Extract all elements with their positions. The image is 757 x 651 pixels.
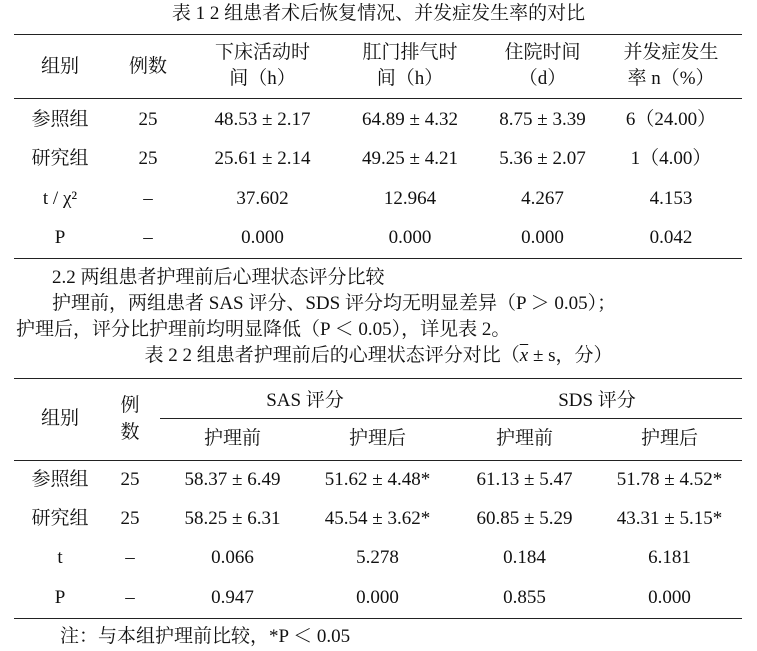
section-paragraph-line-2: 护理后，评分比护理前均明显降低（P ＜ 0.05），详见表 2。 bbox=[16, 319, 511, 340]
table1-cell-mobilization: 25.61 ± 2.14 bbox=[214, 148, 311, 169]
table1-cell-flatus: 0.000 bbox=[388, 227, 432, 248]
table2-cell-group: P bbox=[54, 587, 66, 608]
table1-header-flatus-2: 间（h） bbox=[376, 68, 444, 89]
table2-cell-sas-after: 5.278 bbox=[356, 547, 399, 568]
table1-cell-stay: 5.36 ± 2.07 bbox=[499, 148, 586, 169]
table2-cell-sds-after: 43.31 ± 5.15* bbox=[616, 508, 723, 529]
table2-cell-sds-after: 6.181 bbox=[648, 547, 691, 568]
table1-header-count: 例数 bbox=[128, 56, 167, 77]
table1-cell-complication: 1（4.00） bbox=[630, 148, 712, 169]
table2-cell-sas-before: 58.37 ± 6.49 bbox=[184, 469, 281, 490]
table2-cell-sas-before: 0.066 bbox=[211, 547, 254, 568]
table1-header-complication-1: 并发症发生 bbox=[623, 42, 719, 63]
table1-cell-group: 研究组 bbox=[31, 148, 89, 169]
section-paragraph-line-1: 护理前，两组患者 SAS 评分、SDS 评分均无明显差异（P ＞ 0.05）； bbox=[52, 293, 617, 314]
table2-cell-group: t bbox=[57, 547, 63, 568]
table1-header-group: 组别 bbox=[40, 56, 79, 77]
table1-header-flatus-1: 肛门排气时 bbox=[362, 42, 458, 63]
table1-cell-complication: 0.042 bbox=[649, 227, 693, 248]
table2-header-group: 组别 bbox=[40, 408, 79, 429]
table2-cell-count: – bbox=[125, 587, 135, 608]
table2-cell-group: 参照组 bbox=[31, 469, 89, 490]
table2-cell-sas-before: 0.947 bbox=[211, 587, 254, 608]
section-heading: 2.2 两组患者护理前后心理状态评分比较 bbox=[52, 267, 385, 288]
table1-cell-mobilization: 37.602 bbox=[236, 188, 289, 209]
table2-header-count-2: 数 bbox=[120, 422, 140, 443]
table2-top-rule bbox=[14, 378, 742, 379]
table2-cell-sds-before: 0.184 bbox=[503, 547, 546, 568]
table1-cell-group: P bbox=[54, 227, 66, 248]
table2-header-sas-before: 护理前 bbox=[203, 428, 261, 449]
table2-cell-sds-before: 0.855 bbox=[503, 587, 546, 608]
table1-cell-stay: 8.75 ± 3.39 bbox=[499, 109, 586, 130]
table1-cell-stay: 0.000 bbox=[521, 227, 564, 248]
table2-header-sds: SDS 评分 bbox=[558, 390, 636, 411]
table2-caption bbox=[0, 344, 757, 368]
table2-header-sas: SAS 评分 bbox=[266, 390, 344, 411]
table1-header-stay-2: （d） bbox=[518, 68, 567, 89]
table1-cell-flatus: 64.89 ± 4.32 bbox=[362, 109, 458, 130]
table2-bottom-rule bbox=[14, 618, 742, 619]
table2-note: 注：与本组护理前比较，*P ＜ 0.05 bbox=[60, 626, 351, 647]
table1-top-rule bbox=[14, 34, 742, 35]
table2-header-count-1: 例 bbox=[120, 395, 140, 416]
table1-cell-flatus: 12.964 bbox=[383, 188, 437, 209]
table2-header-sas-after: 护理后 bbox=[348, 428, 406, 449]
table2-cell-group: 研究组 bbox=[31, 508, 89, 529]
table1-cell-mobilization: 48.53 ± 2.17 bbox=[214, 109, 311, 130]
table1-header-stay-1: 住院时间 bbox=[504, 42, 581, 63]
table2-cell-sas-after: 45.54 ± 3.62* bbox=[324, 508, 431, 529]
table1-cell-count: 25 bbox=[138, 109, 158, 130]
table2-subheader-rule bbox=[160, 418, 742, 419]
table2-caption-suffix: ± s，分） bbox=[528, 345, 613, 366]
table2-cell-sds-before: 61.13 ± 5.47 bbox=[476, 469, 573, 490]
table1-header-complication-2: 率 n（%） bbox=[627, 68, 715, 89]
table2-header-sds-after: 护理后 bbox=[640, 428, 698, 449]
table2-cell-sds-before: 60.85 ± 5.29 bbox=[476, 508, 573, 529]
table1-header-mobilization-1: 下床活动时 bbox=[214, 42, 310, 63]
table2-cell-sas-before: 58.25 ± 6.31 bbox=[184, 508, 281, 529]
table2-header-rule bbox=[14, 460, 742, 461]
table1-cell-count: 25 bbox=[138, 148, 158, 169]
table1-cell-count: – bbox=[143, 188, 153, 209]
table2-caption-prefix: 表 2 2 组患者护理前后的心理状态评分对比（ bbox=[144, 345, 520, 366]
table2-cell-count: 25 bbox=[120, 469, 140, 490]
table2-cell-sds-after: 0.000 bbox=[648, 587, 691, 608]
table1-cell-flatus: 49.25 ± 4.21 bbox=[362, 148, 458, 169]
table1-cell-group: t / χ² bbox=[42, 188, 78, 209]
table2-cell-sas-after: 0.000 bbox=[356, 587, 399, 608]
table2-caption-mean-symbol: $\overline{x}$ bbox=[519, 345, 529, 366]
table1-header-rule bbox=[14, 98, 742, 99]
table2-cell-sds-after: 51.78 ± 4.52* bbox=[616, 469, 723, 490]
table1-cell-complication: 6（24.00） bbox=[625, 109, 717, 130]
table1-bottom-rule bbox=[14, 258, 742, 259]
table2-cell-sas-after: 51.62 ± 4.48* bbox=[324, 469, 431, 490]
table1-header-mobilization-2: 间（h） bbox=[229, 68, 296, 89]
table1-cell-count: – bbox=[143, 227, 153, 248]
table2-cell-count: – bbox=[125, 547, 135, 568]
table1-caption: 表 1 2 组患者术后恢复情况、并发症发生率的对比 bbox=[171, 3, 586, 24]
table1-cell-complication: 4.153 bbox=[649, 188, 693, 209]
table1-cell-group: 参照组 bbox=[31, 109, 89, 130]
table2-header-sds-before: 护理前 bbox=[495, 428, 553, 449]
table1-cell-stay: 4.267 bbox=[521, 188, 564, 209]
table1-cell-mobilization: 0.000 bbox=[241, 227, 284, 248]
table2-cell-count: 25 bbox=[120, 508, 140, 529]
